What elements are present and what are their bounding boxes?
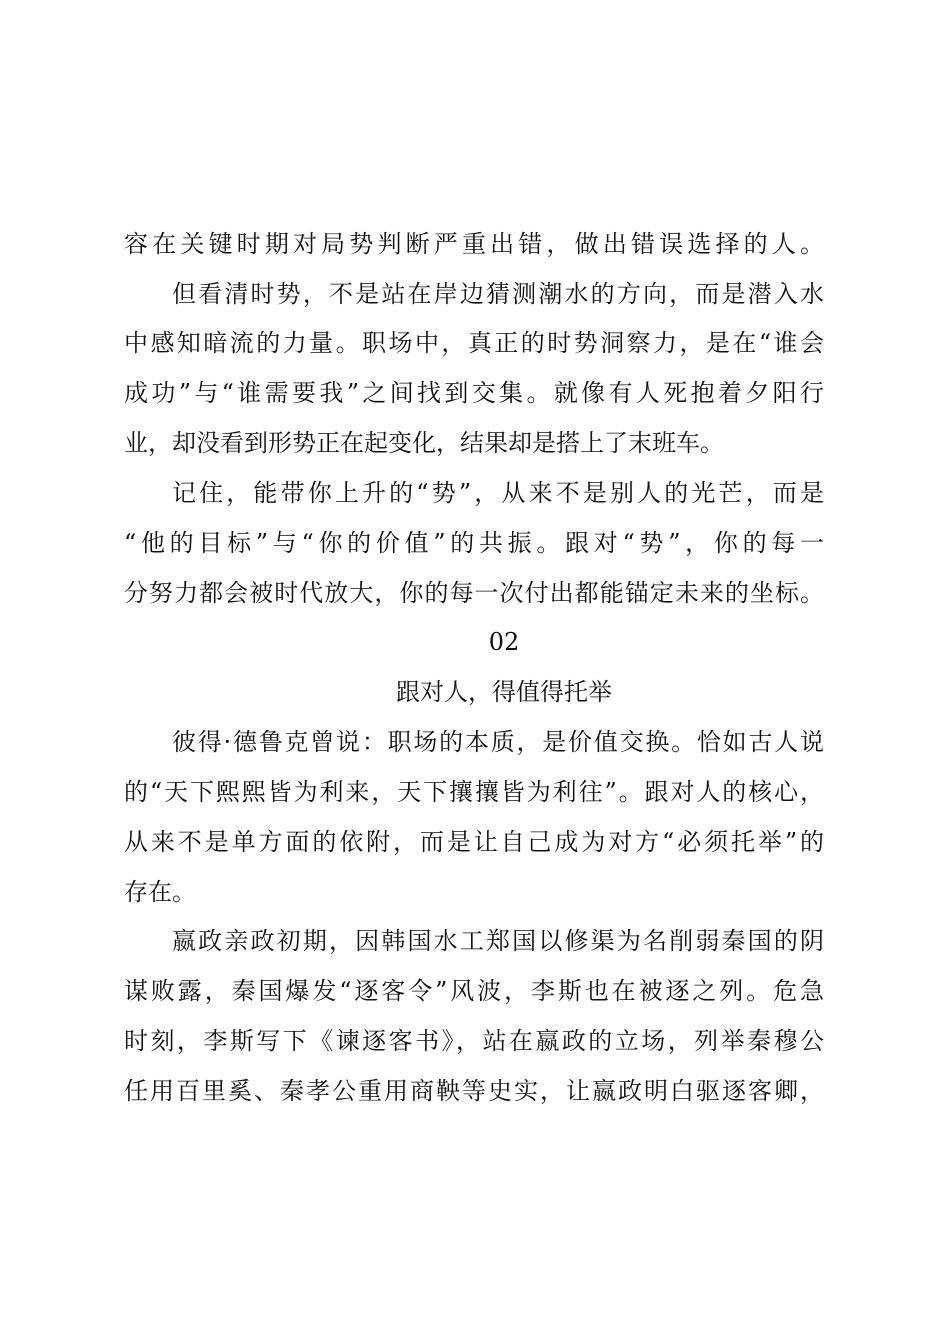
paragraph-first-line: 记住，能带你上升的“势”，从来不是别人的光芒，而是 xyxy=(172,479,824,507)
text-line: 存在。 xyxy=(124,878,196,906)
text-line: “他的目标”与“你的价值”的共振。跟对“势”，你的每一 xyxy=(124,529,824,557)
paragraph-first-line: 彼得·德鲁克曾说：职场的本质，是价值交换。恰如古人说 xyxy=(172,728,824,756)
text-line: 的“天下熙熙皆为利来，天下攘攘皆为利往”。跟对人的核心， xyxy=(124,778,824,806)
text-line: 成功”与“谁需要我”之间找到交集。就像有人死抱着夕阳行 xyxy=(124,379,824,407)
paragraph-first-line: 嬴政亲政初期，因韩国水工郑国以修渠为名削弱秦国的阴 xyxy=(172,927,824,955)
text-line: 任用百里奚、秦孝公重用商鞅等史实，让嬴政明白驱逐客卿， xyxy=(124,1077,824,1105)
text-line: 从来不是单方面的依附，而是让自己成为对方“必须托举”的 xyxy=(124,828,824,856)
text-line: 业，却没看到形势正在起变化，结果却是搭上了末班车。 xyxy=(124,429,724,457)
text-line: 时刻，李斯写下《谏逐客书》，站在嬴政的立场，列举秦穆公 xyxy=(124,1027,824,1055)
section-heading: 跟对人，得值得托举 xyxy=(396,678,612,706)
text-line: 谋败露，秦国爆发“逐客令”风波，李斯也在被逐之列。危急 xyxy=(124,977,824,1005)
section-number: 02 xyxy=(488,628,520,656)
paragraph-first-line: 但看清时势，不是站在岸边猜测潮水的方向，而是潜入水 xyxy=(172,280,824,308)
text-line: 中感知暗流的力量。职场中，真正的时势洞察力，是在“谁会 xyxy=(124,329,824,357)
text-line: 容在关键时期对局势判断严重出错，做出错误选择的人。 xyxy=(124,230,824,258)
text-line: 分努力都会被时代放大，你的每一次付出都能锚定未来的坐标。 xyxy=(124,579,824,607)
